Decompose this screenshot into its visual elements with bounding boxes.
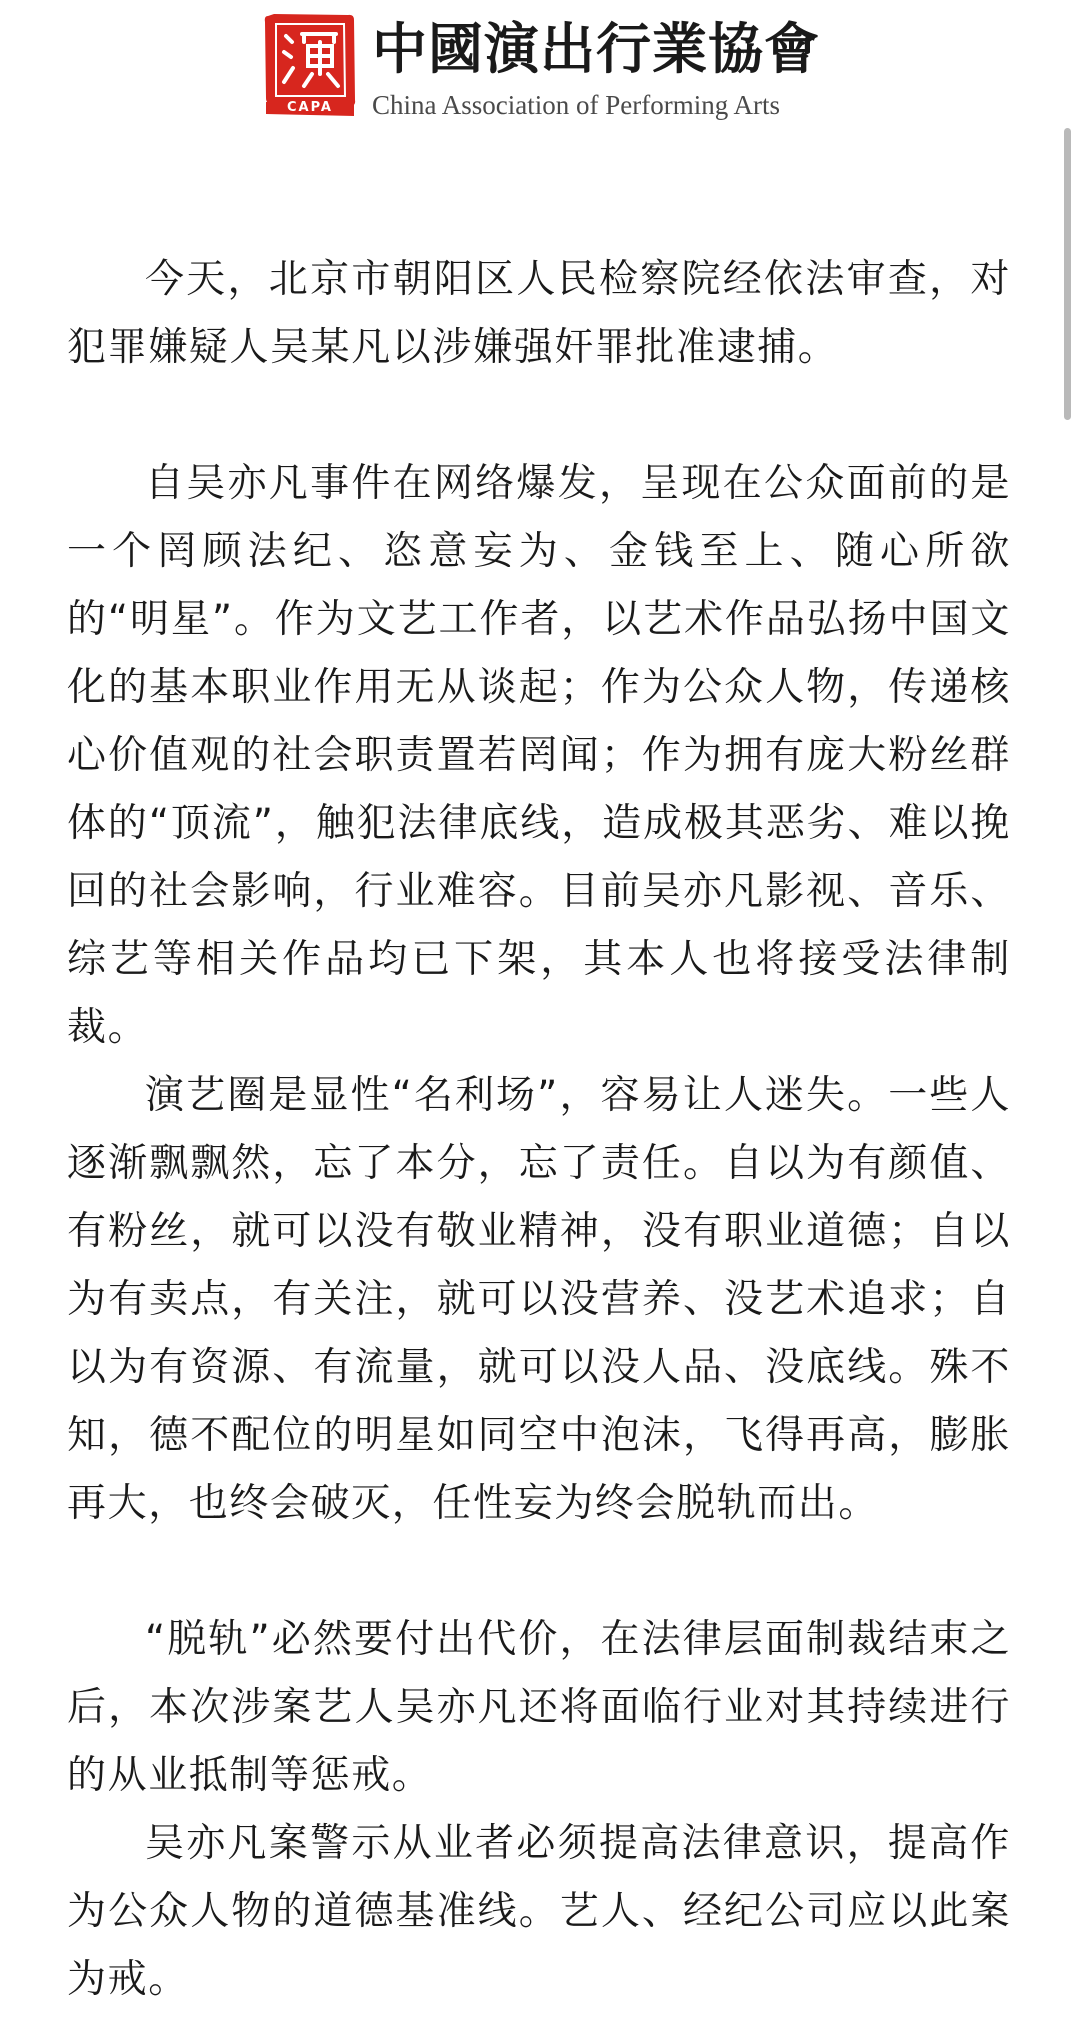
article-body: [67, 246, 1011, 2014]
association-header: [0, 0, 1080, 130]
paragraph: 自吴亦凡事件在网络爆发，呈现在公众面前的是一个罔顾法纪、恣意妄为、金钱至上、随心所欲的“明星”。作为文艺工作者，以艺术作品弘扬中国文化的基本职业作用无从谈起；作为公众人物，传递核心价值观的社会职责置若罔闻；作为拥有庞大粉丝群体的“顶流”，触犯法律底线，造成极其恶劣、难以挽回的社会影响，行业难容。目前吴亦凡影视、音乐、综艺等相关作品均已下架，其本人也将接受法律制裁。: [67, 461, 1011, 1050]
seal-abbreviation: CAPA: [287, 100, 333, 115]
paragraph-spacer: [67, 1538, 1011, 1606]
organization-name-english: China Association of Performing Arts: [372, 90, 780, 120]
paragraph: 演艺圈是显性“名利场”，容易让人迷失。一些人逐渐飘飘然，忘了本分，忘了责任。自以为有颜值、有粉丝，就可以没有敬业精神，没有职业道德；自以为有卖点，有关注，就可以没营养、没艺术追求；自以为有资源、有流量，就可以没人品、没底线。殊不知，德不配位的明星如同空中泡沫，飞得再高，膨胀再大，也终会破灭，任性妄为终会脱轨而出。: [67, 1073, 1011, 1526]
paragraph-spacer: [67, 382, 1011, 450]
paragraph: 吴亦凡案警示从业者必须提高法律意识，提高作为公众人物的道德基准线。艺人、经纪公司应以此案为戒。: [67, 1821, 1011, 2002]
vertical-scrollbar[interactable]: [1064, 128, 1071, 420]
paragraph: “脱轨”必然要付出代价，在法律层面制裁结束之后，本次涉案艺人吴亦凡还将面临行业对其持续进行的从业抵制等惩戒。: [67, 1617, 1011, 1798]
paragraph: 今天，北京市朝阳区人民检察院经依法审查，对犯罪嫌疑人吴某凡以涉嫌强奸罪批准逮捕。: [67, 257, 1011, 370]
organization-name-chinese: 中國演出行業協會: [372, 16, 821, 81]
